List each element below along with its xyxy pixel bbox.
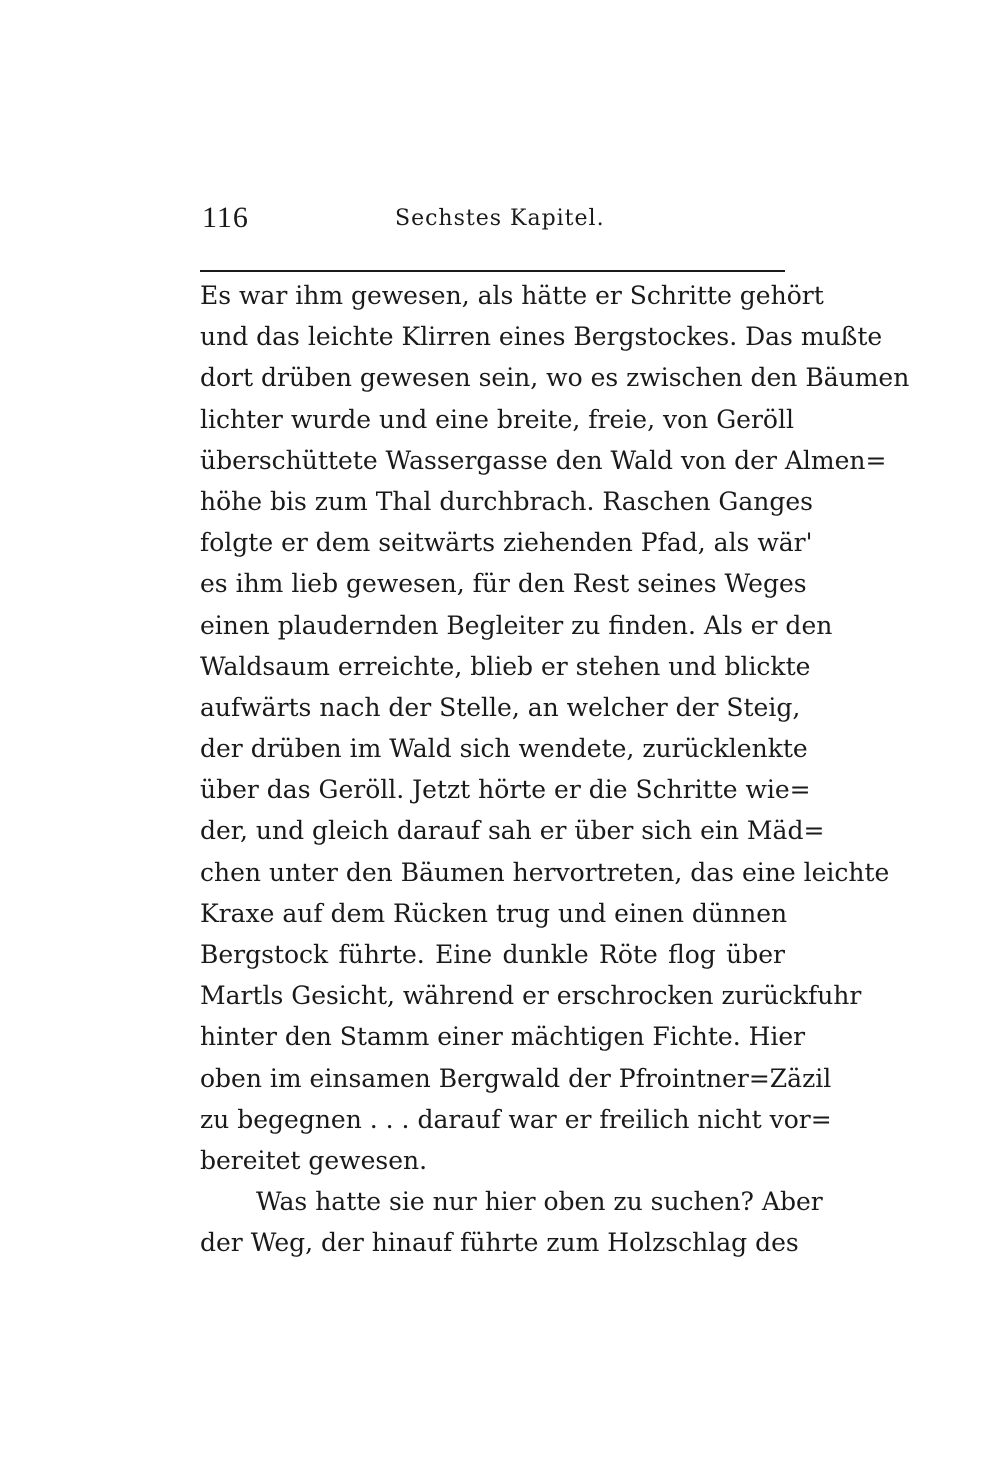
- text-line: lichter wurde und eine breite, freie, von Geröll: [200, 404, 794, 434]
- text-line: dort drüben gewesen sein, wo es zwischen den Bäumen: [200, 363, 910, 393]
- text-line: zu begegnen . . . darauf war er freilich nicht vor=: [200, 1104, 832, 1134]
- text-line: es ihm lieb gewesen, für den Rest seines Weges: [200, 569, 807, 599]
- text-line: über das Geröll. Jetzt hörte er die Schritte wie=: [200, 775, 811, 805]
- text-line: chen unter den Bäumen hervortreten, das eine leichte: [200, 857, 890, 887]
- text-line: hinter den Stamm einer mächtigen Fichte. Hier: [200, 1022, 806, 1052]
- text-line: überschüttete Wassergasse den Wald von der Almen=: [200, 445, 887, 475]
- header-rule: [200, 270, 785, 272]
- text-line: aufwärts nach der Stelle, an welcher der Steig,: [200, 692, 801, 722]
- text-line: der drüben im Wald sich wendete, zurücklenkte: [200, 734, 808, 764]
- text-line: oben im einsamen Bergwald der Pfrointner=Zäzil: [200, 1063, 832, 1093]
- text-line: Es war ihm gewesen, als hätte er Schritte gehört: [200, 281, 824, 310]
- text-line: der, und gleich darauf sah er über sich ein Mäd=: [200, 816, 825, 846]
- page-header: [200, 196, 785, 240]
- text-line: Martls Gesicht, während er erschrocken zurückfuhr: [200, 981, 862, 1011]
- text-line: einen plaudernden Begleiter zu finden. Als er den: [200, 610, 833, 640]
- text-line: Was hatte sie nur hier oben zu suchen? Aber: [256, 1187, 823, 1217]
- text-line: folgte er dem seitwärts ziehenden Pfad, als wär': [200, 528, 813, 558]
- page-number: 116: [202, 201, 249, 234]
- text-line: Bergstock führte. Eine dunkle Röte flog über: [200, 940, 785, 969]
- text-line: der Weg, der hinauf führte zum Holzschlag des: [200, 1228, 799, 1258]
- body-text: [200, 275, 910, 1264]
- running-head: Sechstes Kapitel.: [395, 206, 605, 231]
- text-line: Waldsaum erreichte, blieb er stehen und blickte: [200, 651, 811, 681]
- text-line: höhe bis zum Thal durchbrach. Raschen Ganges: [200, 486, 814, 516]
- text-line: Kraxe auf dem Rücken trug und einen dünnen: [200, 898, 788, 928]
- text-line: bereitet gewesen.: [200, 1145, 428, 1175]
- text-line: und das leichte Klirren eines Bergstockes. Das mußte: [200, 322, 883, 352]
